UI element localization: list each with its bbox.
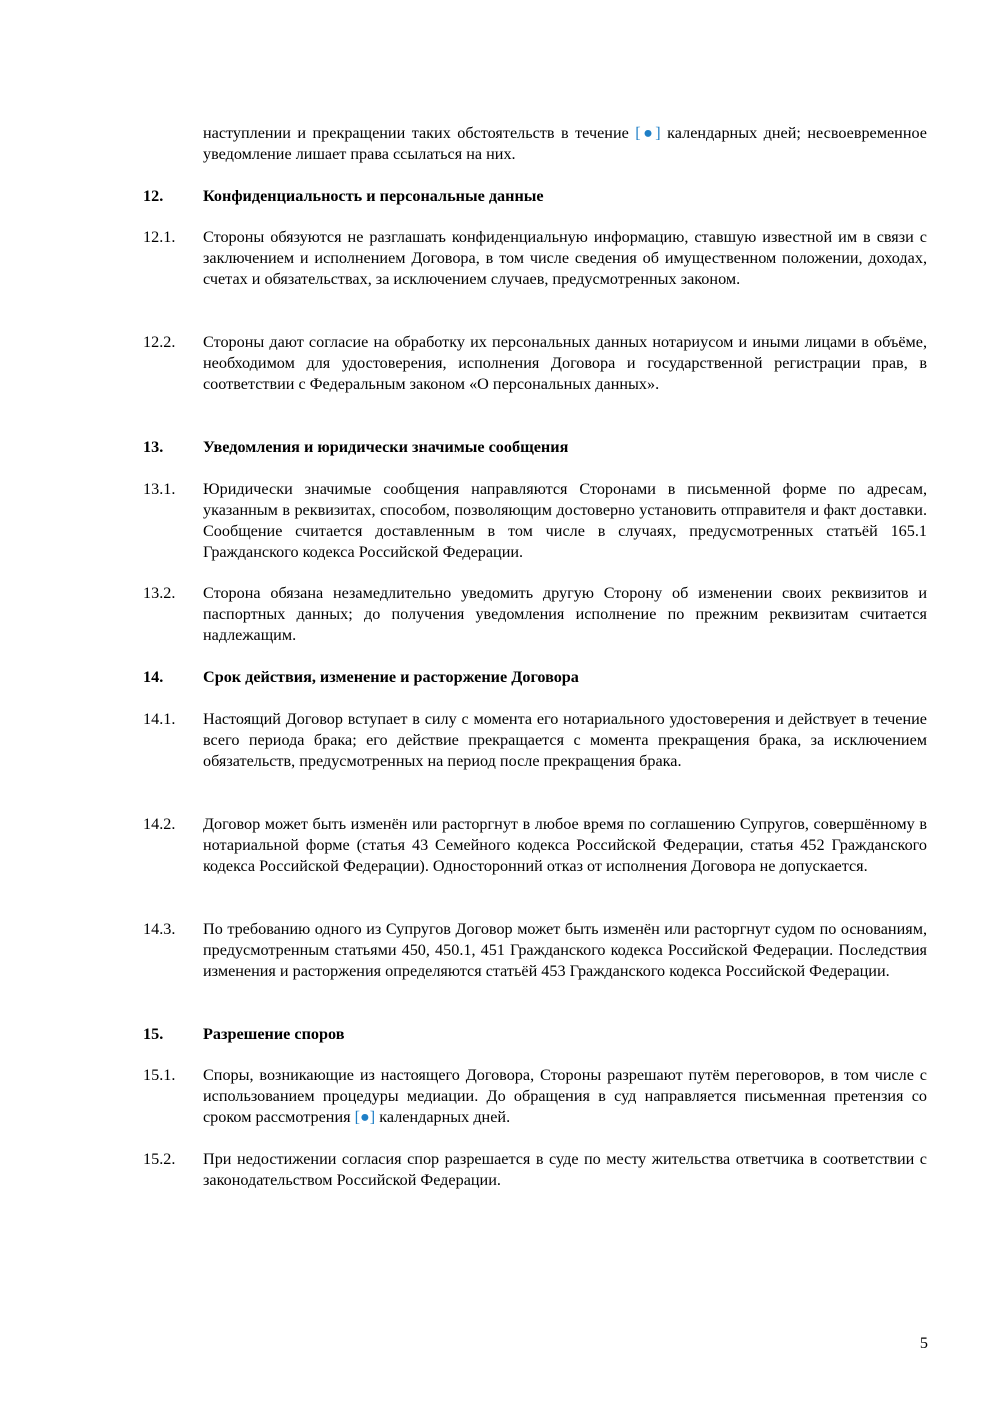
clause-text (203, 1065, 927, 1128)
clause-text: По требованию одного из Супругов Договор может быть изменён или расторгнут судом по основаниям, предусмотренным статьями 450, 450.1, 451 Гражданского кодекса Российской Федерации. Последствия изменения и расторжения определяются статьёй 453 Гражданского кодекса Российской Федерации. (203, 920, 927, 980)
clause-number: 14.3. (143, 920, 176, 938)
clause-12-2 (143, 332, 927, 395)
section-heading-15 (143, 1024, 927, 1045)
placeholder-marker: [●] (354, 1108, 376, 1126)
section-title: Уведомления и юридически значимые сообщения (203, 438, 569, 456)
clause-number: 13.1. (143, 480, 176, 498)
clause-12-1 (143, 227, 927, 290)
section-number: 12. (143, 187, 164, 205)
clause-text: Сторона обязана незамедлительно уведомить другую Сторону об изменении своих реквизитов и паспортных данных; до получения уведомления исполнение по прежним реквизитам считается надлежащим. (203, 584, 927, 644)
section-heading-12 (143, 186, 927, 207)
section-title: Срок действия, изменение и расторжение Договора (203, 668, 579, 686)
clause-text-part: Споры, возникающие из настоящего Договора, Стороны разрешают путём переговоров, в том числе с использованием процедуры медиации. До обращения в суд направляется письменная претензия со сроком рассмотрения (203, 1066, 927, 1126)
clause-text: Юридически значимые сообщения направляются Сторонами в письменной форме по адресам, указанным в реквизитах, способом, позволяющим достоверно установить отправителя и факт доставки. Сообщение считается доставленным в том числе в случаях, предусмотренных статьёй 165.1 Гражданского кодекса Российской Федерации. (203, 480, 927, 561)
section-title: Разрешение споров (203, 1025, 345, 1043)
clause-14-2 (143, 814, 927, 877)
clause-text: Стороны дают согласие на обработку их персональных данных нотариусом и иными лицами в объёме, необходимом для удостоверения, исполнения Договора и государственной регистрации прав, в соответствии с Федеральным законом «О персональных данных». (203, 333, 927, 393)
clause-13-2 (143, 583, 927, 646)
section-heading-13 (143, 437, 927, 458)
paragraph-text: календарных дней; несвоевременное уведомление лишает права ссылаться на них. (203, 124, 927, 163)
clause-number: 15.2. (143, 1150, 176, 1168)
clause-text: Стороны обязуются не разглашать конфиденциальную информацию, ставшую известной им в связи с заключением и исполнением Договора, в том числе сведения об имущественном положении, доходах, счетах и обязательствах, за исключением случаев, предусмотренных законом. (203, 228, 927, 288)
clause-text-part: календарных дней. (375, 1108, 511, 1126)
section-number: 15. (143, 1025, 164, 1043)
clause-text: Договор может быть изменён или расторгнут в любое время по соглашению Супругов, совершённому в нотариальной форме (статья 43 Семейного кодекса Российской Федерации, статья 452 Гражданского кодекса Российской Федерации). Односторонний отказ от исполнения Договора не допускается. (203, 815, 927, 875)
clause-number: 14.1. (143, 710, 176, 728)
section-heading-14 (143, 667, 927, 688)
clause-text: При недостижении согласия спор разрешается в суде по месту жительства ответчика в соответствии с законодательством Российской Федерации. (203, 1150, 927, 1189)
clause-15-2 (143, 1149, 927, 1191)
section-number: 13. (143, 438, 164, 456)
clause-14-3 (143, 919, 927, 982)
clause-number: 12.2. (143, 333, 176, 351)
placeholder-marker: [●] (635, 124, 661, 142)
clause-14-1 (143, 709, 927, 772)
clause-number: 15.1. (143, 1066, 176, 1084)
page-number: 5 (919, 1334, 928, 1352)
clause-number: 13.2. (143, 584, 176, 602)
section-title: Конфиденциальность и персональные данные (203, 187, 544, 205)
clause-number: 12.1. (143, 228, 176, 246)
clause-number: 14.2. (143, 815, 176, 833)
clause-15-1 (143, 1065, 927, 1128)
clause-text: Настоящий Договор вступает в силу с момента его нотариального удостоверения и действует в течение всего периода брака; его действие прекращается с момента прекращения брака, за исключением обязательств, предусмотренных на период после прекращения брака. (203, 710, 927, 770)
clause-13-1 (143, 479, 927, 563)
paragraph-text: наступлении и прекращении таких обстоятельств в течение (203, 124, 636, 142)
section-number: 14. (143, 668, 164, 686)
continuation-paragraph (143, 123, 927, 165)
